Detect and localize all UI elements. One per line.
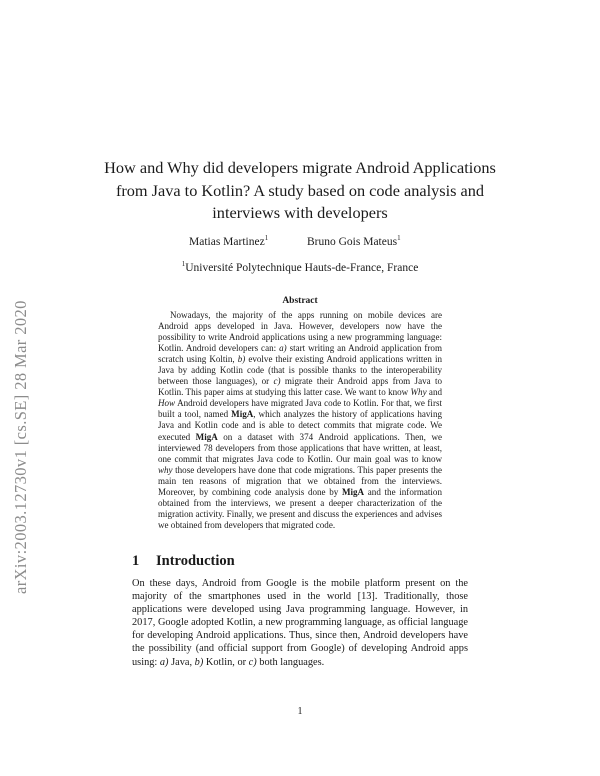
text-run: Kotlin, or bbox=[203, 656, 249, 668]
italic-term: Why bbox=[410, 387, 427, 398]
text-run: , which analyzes the history of applications having Java and Kotlin code and is able to detect commits that migrate code. We executed bbox=[158, 409, 442, 442]
text-run: Android developers have migrated Java code to Kotlin. For that, we first built a tool, named bbox=[158, 398, 442, 420]
text-run: start writing an Android application from scratch using Koltin, bbox=[158, 343, 442, 365]
bold-term: MigA bbox=[195, 431, 218, 442]
italic-term: a) bbox=[159, 656, 169, 668]
text-run: migrate their Android apps from Java to Kotlin. This paper aims at studying this latter case. We want to know bbox=[158, 376, 442, 398]
section-number: 1 bbox=[132, 553, 140, 569]
italic-term: b) bbox=[194, 656, 204, 668]
italic-term: c) bbox=[248, 656, 257, 668]
affiliation-text: Université Polytechnique Hauts-de-France, France bbox=[185, 262, 419, 274]
section-heading-introduction bbox=[132, 553, 235, 570]
text-run: and bbox=[426, 387, 442, 398]
abstract-body bbox=[158, 310, 442, 531]
section-title: Introduction bbox=[156, 553, 235, 569]
italic-term: a) bbox=[279, 343, 287, 354]
text-run: and the information obtained from the interviews, we present a deeper characterization of the migration activity. Finally, we present and discuss the experiences and advises we obtained from developers that migrated code. bbox=[158, 486, 442, 530]
affiliation-mark: 1 bbox=[264, 234, 269, 242]
author-name: Matias Martinez bbox=[189, 236, 265, 248]
author-name: Bruno Gois Mateus bbox=[307, 236, 398, 248]
paper-title: How and Why did developers migrate Android Applications from Java to Kotlin? A study based on code analysis and interviews with developers bbox=[104, 158, 496, 222]
text-run: on a dataset with 374 Android applications. Then, we interviewed 78 developers from those applications that have written, at least, one commit that migrates Java code to Kotlin. Our main goal was to know bbox=[158, 431, 442, 464]
author-1 bbox=[189, 234, 268, 248]
text-run: Java, bbox=[168, 656, 195, 668]
italic-term: c) bbox=[273, 376, 281, 387]
abstract-heading: Abstract bbox=[282, 296, 318, 306]
arxiv-identifier-stamp: arXiv:2003.12730v1 [cs.SE] 28 Mar 2020 bbox=[11, 300, 30, 594]
affiliation-mark: 1 bbox=[397, 234, 401, 242]
introduction-paragraph bbox=[132, 577, 468, 669]
text-run: evolve their existing Android applications written in Java by adding Kotlin code (that is possible thanks to the interoperability between those languages), or bbox=[158, 354, 442, 387]
bold-term: MigA bbox=[231, 409, 254, 420]
affiliation-mark: 1 bbox=[181, 260, 186, 268]
italic-term: why bbox=[158, 464, 173, 475]
italic-term: How bbox=[158, 398, 176, 409]
bold-term: MigA bbox=[341, 486, 365, 497]
text-run: both languages. bbox=[256, 656, 325, 668]
author-2 bbox=[307, 234, 401, 248]
text-run: Nowadays, the majority of the apps running on mobile devices are Android apps developed in Java. However, developers now have the possibility to write Android applications using a new programming language: Kotlin. Android developers can: bbox=[158, 310, 442, 354]
text-run: those developers have done that code migrations. This paper presents the main ten reasons of migration that we obtained from the interviews. Moreover, by combining code analysis done by bbox=[158, 464, 442, 497]
affiliation-line bbox=[0, 260, 600, 274]
italic-term: b) bbox=[237, 354, 246, 365]
page-number: 1 bbox=[297, 706, 303, 717]
text-run: On these days, Android from Google is the mobile platform present on the majority of the smartphones used in the world [13]. Traditionally, those applications were developed using Java programming language. However, in 2017, Google adopted Kotlin, a new programming language, as official language for developing Android applications. Thus, since then, Android developers have the possibility (and official support from Google) of developing Android apps using: bbox=[132, 578, 468, 668]
